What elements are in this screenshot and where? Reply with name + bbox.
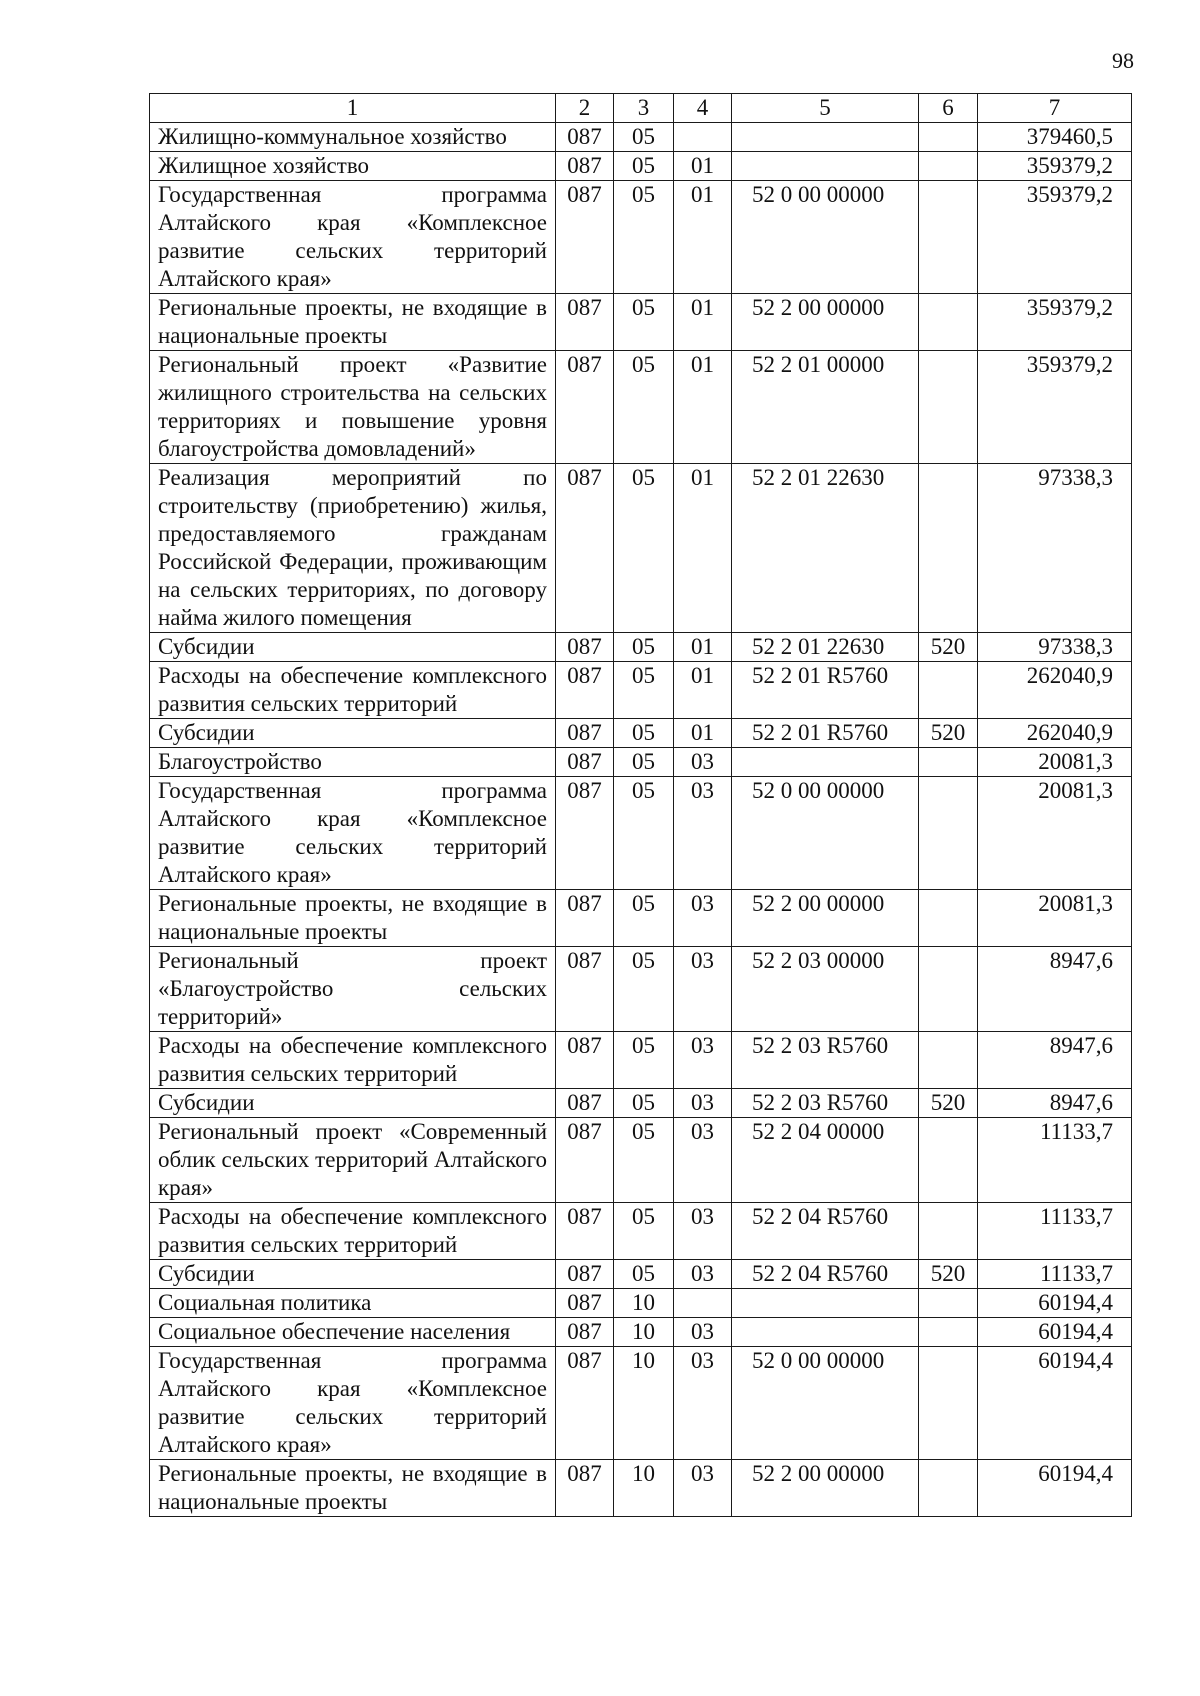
table-row [150, 152, 1132, 181]
subsection-code: 03 [674, 1318, 732, 1347]
subsection-code: 03 [674, 1260, 732, 1289]
section-code: 05 [614, 1118, 674, 1203]
subsection-code: 03 [674, 1032, 732, 1089]
expense-type-code [919, 181, 978, 294]
grbs-code: 087 [556, 890, 614, 947]
header-col-1: 1 [150, 94, 556, 123]
section-code: 05 [614, 1032, 674, 1089]
expense-type-code [919, 1347, 978, 1460]
target-article-code [732, 748, 919, 777]
item-name: Региональные проекты, не входящие в национальные проекты [150, 1460, 556, 1517]
table-row [150, 719, 1132, 748]
section-code: 05 [614, 1089, 674, 1118]
table-row [150, 1318, 1132, 1347]
amount-value: 20081,3 [978, 890, 1132, 947]
amount-value: 11133,7 [978, 1203, 1132, 1260]
section-code: 05 [614, 464, 674, 633]
section-code: 05 [614, 719, 674, 748]
section-code: 05 [614, 1203, 674, 1260]
amount-value: 20081,3 [978, 748, 1132, 777]
grbs-code: 087 [556, 1347, 614, 1460]
subsection-code: 01 [674, 294, 732, 351]
grbs-code: 087 [556, 351, 614, 464]
target-article-code [732, 123, 919, 152]
header-row [150, 94, 1132, 123]
item-name: Субсидии [150, 719, 556, 748]
section-code: 05 [614, 633, 674, 662]
expense-type-code [919, 294, 978, 351]
target-article-code: 52 0 00 00000 [732, 1347, 919, 1460]
amount-value: 359379,2 [978, 294, 1132, 351]
expense-type-code [919, 748, 978, 777]
amount-value: 359379,2 [978, 152, 1132, 181]
expense-type-code: 520 [919, 1260, 978, 1289]
amount-value: 97338,3 [978, 464, 1132, 633]
item-name: Расходы на обеспечение комплексного развития сельских территорий [150, 1032, 556, 1089]
section-code: 05 [614, 748, 674, 777]
expense-type-code [919, 351, 978, 464]
amount-value: 359379,2 [978, 181, 1132, 294]
grbs-code: 087 [556, 1089, 614, 1118]
grbs-code: 087 [556, 123, 614, 152]
table-row [150, 123, 1132, 152]
target-article-code: 52 2 00 00000 [732, 1460, 919, 1517]
grbs-code: 087 [556, 294, 614, 351]
expense-type-code [919, 1203, 978, 1260]
item-name: Региональные проекты, не входящие в национальные проекты [150, 294, 556, 351]
amount-value: 8947,6 [978, 1032, 1132, 1089]
table-row [150, 181, 1132, 294]
amount-value: 60194,4 [978, 1289, 1132, 1318]
subsection-code: 03 [674, 890, 732, 947]
target-article-code: 52 2 03 R5760 [732, 1032, 919, 1089]
subsection-code: 03 [674, 1460, 732, 1517]
section-code: 05 [614, 1260, 674, 1289]
section-code: 05 [614, 351, 674, 464]
expense-type-code: 520 [919, 1089, 978, 1118]
page-number: 98 [1112, 48, 1134, 73]
item-name: Субсидии [150, 633, 556, 662]
grbs-code: 087 [556, 1460, 614, 1517]
item-name: Государственная программа Алтайского края «Комплексное развитие сельских территорий Алтайского края» [150, 1347, 556, 1460]
table-row [150, 1460, 1132, 1517]
amount-value: 60194,4 [978, 1318, 1132, 1347]
target-article-code [732, 1289, 919, 1318]
target-article-code: 52 2 03 00000 [732, 947, 919, 1032]
section-code: 05 [614, 662, 674, 719]
amount-value: 11133,7 [978, 1118, 1132, 1203]
table-row [150, 633, 1132, 662]
expense-type-code [919, 890, 978, 947]
target-article-code: 52 2 00 00000 [732, 890, 919, 947]
grbs-code: 087 [556, 748, 614, 777]
item-name: Расходы на обеспечение комплексного развития сельских территорий [150, 1203, 556, 1260]
grbs-code: 087 [556, 1289, 614, 1318]
section-code: 05 [614, 947, 674, 1032]
table-header [150, 94, 1132, 123]
table-row [150, 947, 1132, 1032]
amount-value: 97338,3 [978, 633, 1132, 662]
section-code: 05 [614, 777, 674, 890]
table-row [150, 1347, 1132, 1460]
table-row [150, 1118, 1132, 1203]
amount-value: 8947,6 [978, 947, 1132, 1032]
subsection-code: 03 [674, 748, 732, 777]
target-article-code: 52 2 04 00000 [732, 1118, 919, 1203]
grbs-code: 087 [556, 181, 614, 294]
section-code: 10 [614, 1347, 674, 1460]
grbs-code: 087 [556, 1260, 614, 1289]
item-name: Государственная программа Алтайского края «Комплексное развитие сельских территорий Алтайского края» [150, 777, 556, 890]
expense-type-code [919, 1289, 978, 1318]
expense-type-code [919, 152, 978, 181]
item-name: Субсидии [150, 1260, 556, 1289]
subsection-code: 01 [674, 152, 732, 181]
item-name: Социальная политика [150, 1289, 556, 1318]
grbs-code: 087 [556, 662, 614, 719]
amount-value: 8947,6 [978, 1089, 1132, 1118]
subsection-code: 03 [674, 1347, 732, 1460]
table-row [150, 351, 1132, 464]
table-row [150, 890, 1132, 947]
grbs-code: 087 [556, 1318, 614, 1347]
item-name: Реализация мероприятий по строительству (приобретению) жилья, предоставляемого гражданам Российской Федерации, проживающим на сельских территориях, по договору найма жилого помещения [150, 464, 556, 633]
subsection-code: 01 [674, 662, 732, 719]
item-name: Жилищно-коммунальное хозяйство [150, 123, 556, 152]
subsection-code: 03 [674, 947, 732, 1032]
table-row [150, 1260, 1132, 1289]
target-article-code: 52 2 04 R5760 [732, 1260, 919, 1289]
amount-value: 379460,5 [978, 123, 1132, 152]
item-name: Региональный проект «Развитие жилищного строительства на сельских территориях и повышение уровня благоустройства домовладений» [150, 351, 556, 464]
header-col-6: 6 [919, 94, 978, 123]
target-article-code [732, 152, 919, 181]
item-name: Государственная программа Алтайского края «Комплексное развитие сельских территорий Алтайского края» [150, 181, 556, 294]
target-article-code: 52 2 00 00000 [732, 294, 919, 351]
item-name: Региональные проекты, не входящие в национальные проекты [150, 890, 556, 947]
subsection-code: 01 [674, 633, 732, 662]
expense-type-code: 520 [919, 633, 978, 662]
header-col-4: 4 [674, 94, 732, 123]
expense-type-code: 520 [919, 719, 978, 748]
expense-type-code [919, 947, 978, 1032]
table-row [150, 464, 1132, 633]
target-article-code: 52 2 03 R5760 [732, 1089, 919, 1118]
amount-value: 359379,2 [978, 351, 1132, 464]
grbs-code: 087 [556, 464, 614, 633]
subsection-code: 01 [674, 719, 732, 748]
amount-value: 60194,4 [978, 1460, 1132, 1517]
item-name: Жилищное хозяйство [150, 152, 556, 181]
table-row [150, 1032, 1132, 1089]
expense-type-code [919, 123, 978, 152]
expense-type-code [919, 1032, 978, 1089]
section-code: 05 [614, 152, 674, 181]
subsection-code: 03 [674, 1118, 732, 1203]
target-article-code: 52 0 00 00000 [732, 181, 919, 294]
grbs-code: 087 [556, 1032, 614, 1089]
section-code: 05 [614, 294, 674, 351]
target-article-code: 52 2 01 22630 [732, 633, 919, 662]
expense-type-code [919, 1460, 978, 1517]
table-row [150, 294, 1132, 351]
section-code: 05 [614, 123, 674, 152]
target-article-code: 52 2 01 00000 [732, 351, 919, 464]
subsection-code [674, 123, 732, 152]
expense-type-code [919, 464, 978, 633]
grbs-code: 087 [556, 1118, 614, 1203]
item-name: Субсидии [150, 1089, 556, 1118]
section-code: 05 [614, 181, 674, 294]
subsection-code: 03 [674, 1089, 732, 1118]
section-code: 10 [614, 1460, 674, 1517]
budget-table [149, 93, 1132, 1517]
amount-value: 60194,4 [978, 1347, 1132, 1460]
subsection-code: 03 [674, 777, 732, 890]
header-col-5: 5 [732, 94, 919, 123]
amount-value: 262040,9 [978, 719, 1132, 748]
grbs-code: 087 [556, 1203, 614, 1260]
subsection-code [674, 1289, 732, 1318]
expense-type-code [919, 662, 978, 719]
grbs-code: 087 [556, 947, 614, 1032]
target-article-code: 52 2 01 22630 [732, 464, 919, 633]
item-name: Благоустройство [150, 748, 556, 777]
header-col-2: 2 [556, 94, 614, 123]
section-code: 10 [614, 1318, 674, 1347]
table-body [150, 123, 1132, 1517]
table-row [150, 662, 1132, 719]
header-col-3: 3 [614, 94, 674, 123]
target-article-code: 52 0 00 00000 [732, 777, 919, 890]
section-code: 05 [614, 890, 674, 947]
expense-type-code [919, 1318, 978, 1347]
table-row [150, 748, 1132, 777]
amount-value: 20081,3 [978, 777, 1132, 890]
grbs-code: 087 [556, 633, 614, 662]
header-col-7: 7 [978, 94, 1132, 123]
amount-value: 11133,7 [978, 1260, 1132, 1289]
amount-value: 262040,9 [978, 662, 1132, 719]
grbs-code: 087 [556, 777, 614, 890]
item-name: Региональный проект «Благоустройство сельских территорий» [150, 947, 556, 1032]
table-row [150, 777, 1132, 890]
target-article-code: 52 2 04 R5760 [732, 1203, 919, 1260]
subsection-code: 03 [674, 1203, 732, 1260]
grbs-code: 087 [556, 152, 614, 181]
target-article-code: 52 2 01 R5760 [732, 719, 919, 748]
target-article-code [732, 1318, 919, 1347]
subsection-code: 01 [674, 464, 732, 633]
target-article-code: 52 2 01 R5760 [732, 662, 919, 719]
item-name: Расходы на обеспечение комплексного развития сельских территорий [150, 662, 556, 719]
expense-type-code [919, 777, 978, 890]
table-row [150, 1203, 1132, 1260]
subsection-code: 01 [674, 181, 732, 294]
expense-type-code [919, 1118, 978, 1203]
grbs-code: 087 [556, 719, 614, 748]
item-name: Социальное обеспечение населения [150, 1318, 556, 1347]
section-code: 10 [614, 1289, 674, 1318]
item-name: Региональный проект «Современный облик сельских территорий Алтайского края» [150, 1118, 556, 1203]
table-row [150, 1089, 1132, 1118]
table-row [150, 1289, 1132, 1318]
subsection-code: 01 [674, 351, 732, 464]
